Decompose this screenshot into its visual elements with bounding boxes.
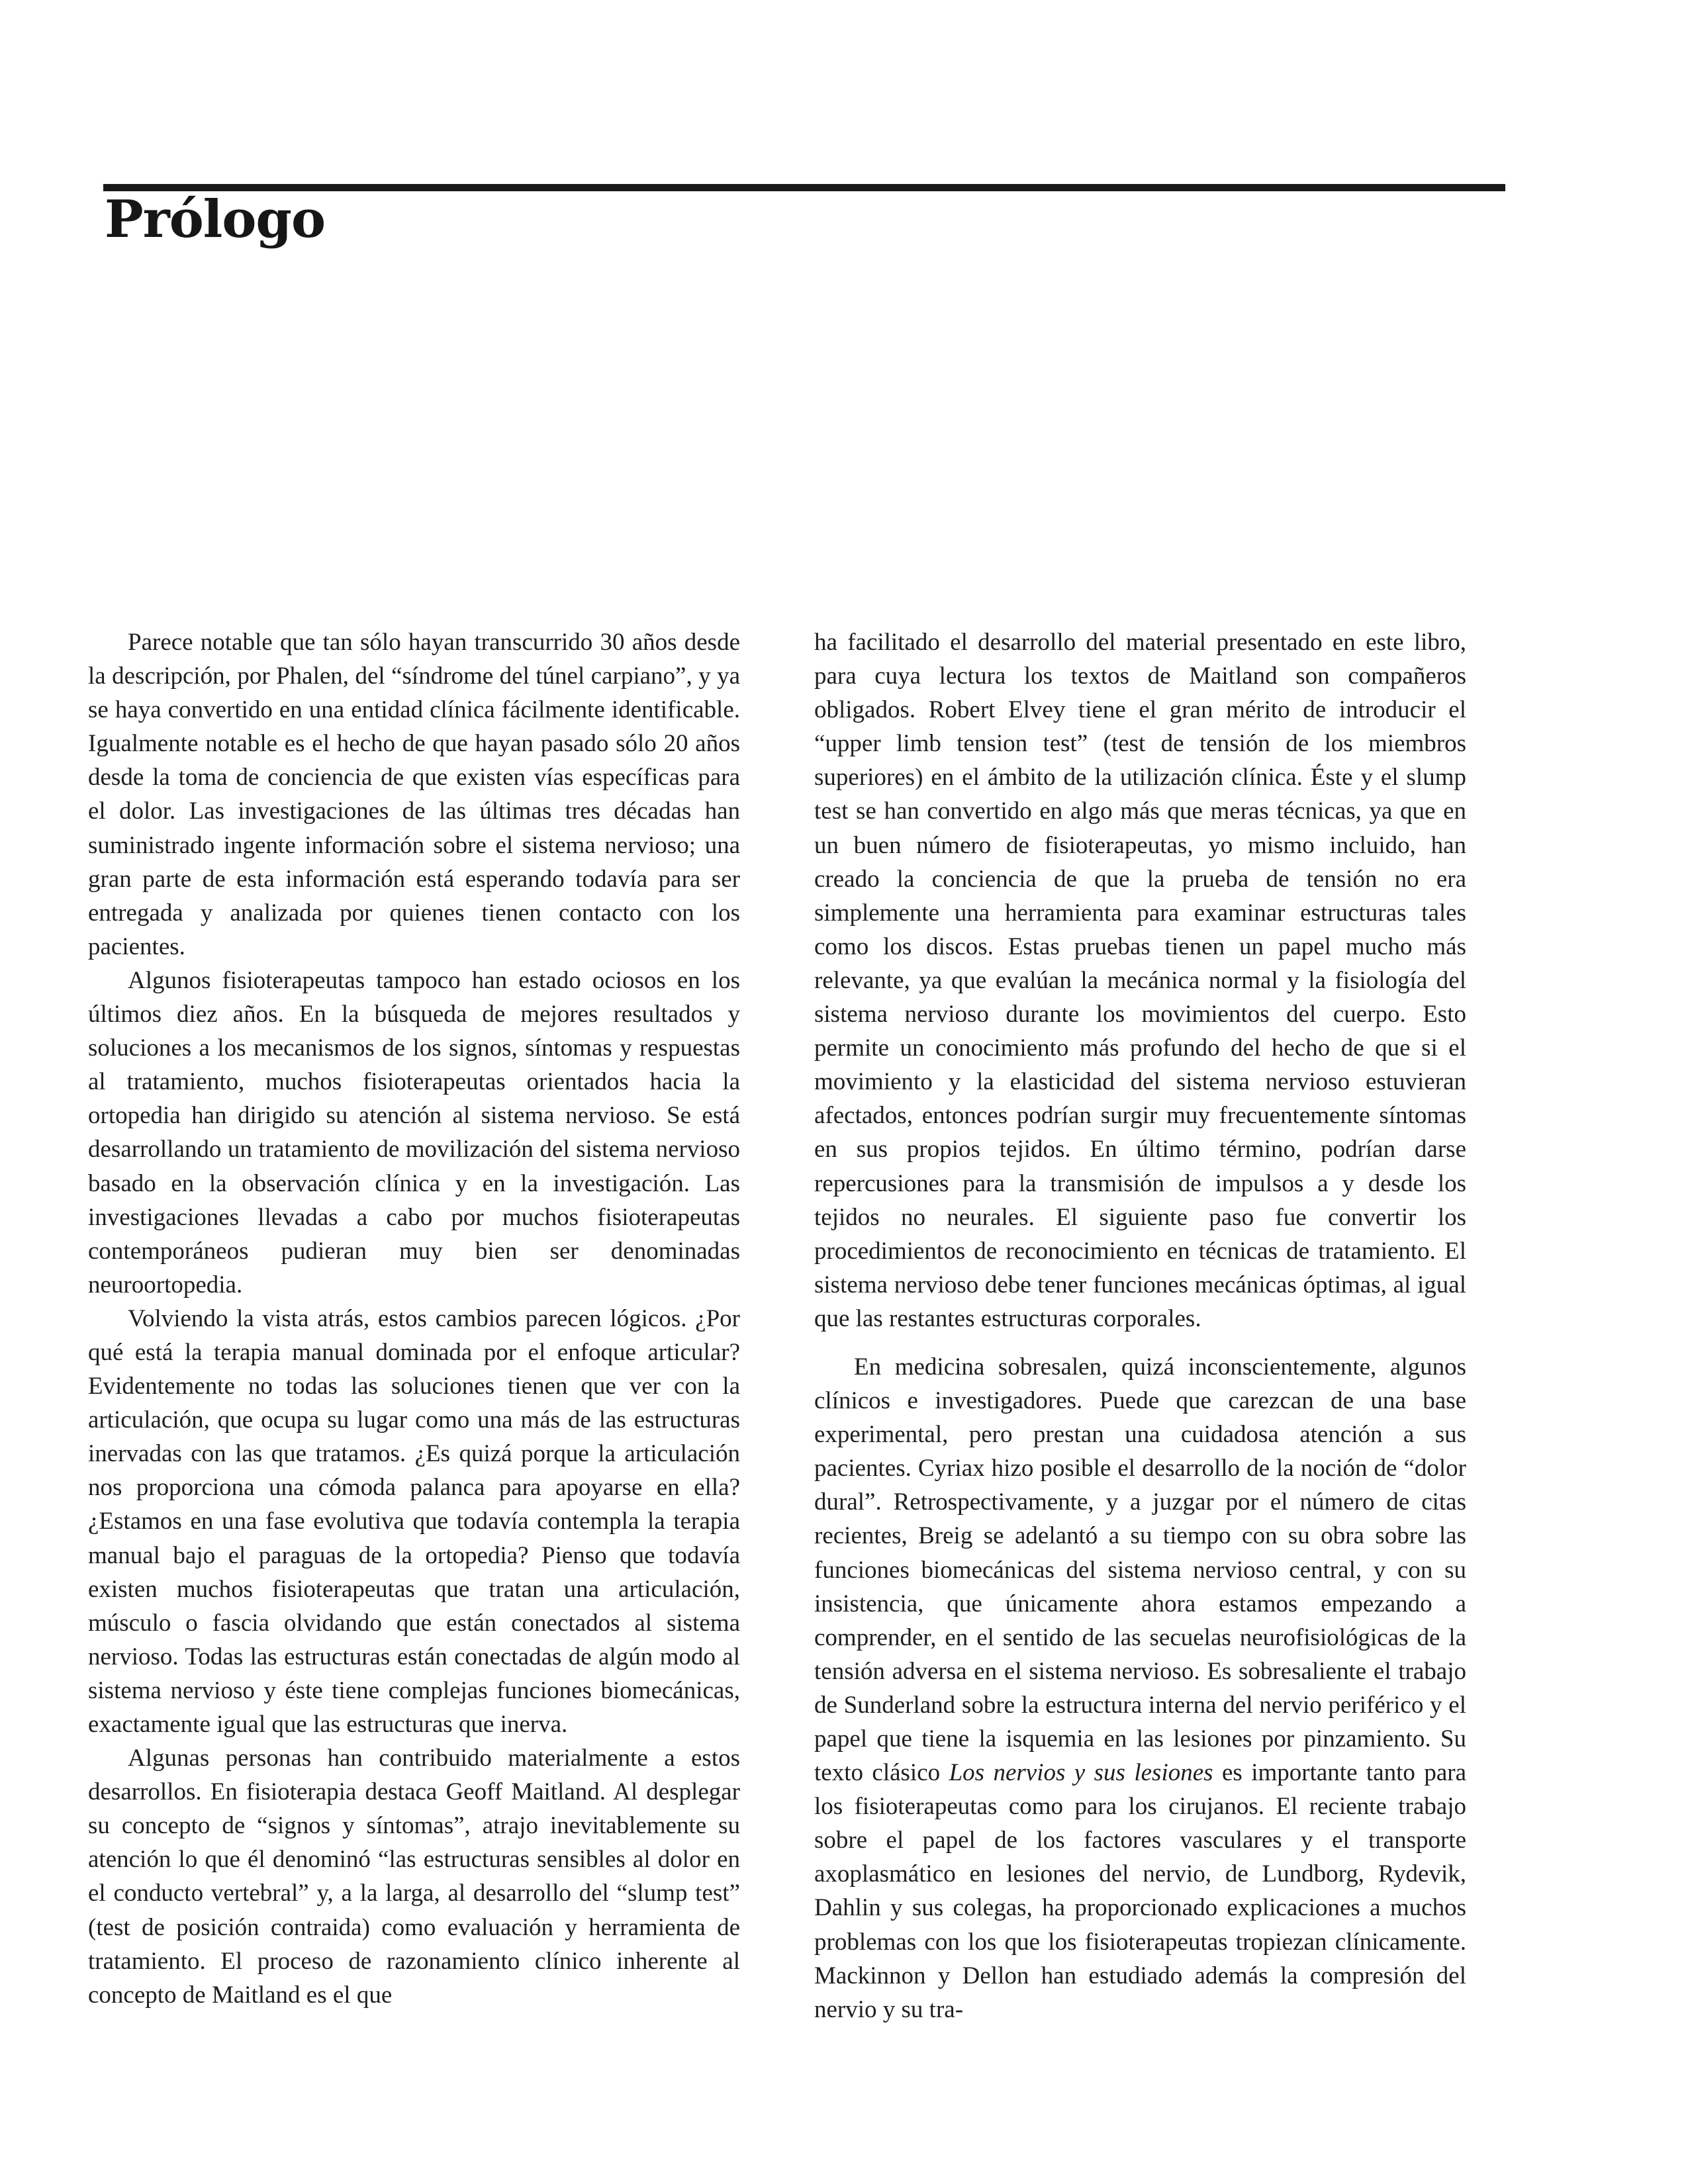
page-title: Prólogo: [105, 189, 325, 250]
paragraph: [814, 1350, 1466, 2026]
paragraph-text: es importante tanto para los fisioterapeutas como para los cirujanos. El reciente trabajo sobre el papel de los factores vasculares y el transporte axoplasmático en lesiones del nervio, de Lundborg, Rydevik, Dahlin y sus colegas, ha proporcionado explicaciones a muchos problemas con los que los fisioterapeutas tropiezan clínicamente. Mackinnon y Dellon han estudiado además la compresión del nervio y su tra-: [814, 1759, 1466, 2023]
paragraph: ha facilitado el desarrollo del material presentado en este libro, para cuya lectura los textos de Maitland son compañeros obligados. Robert Elvey tiene el gran mérito de introducir el “upper limb tension test” (test de tensión de los miembros superiores) en el ámbito de la utilización clínica. Éste y el slump test se han convertido en algo más que meras técnicas, ya que en un buen número de fisioterapeutas, yo mismo incluido, han creado la conciencia de que la prueba de tensión no era simplemente una herramienta para examinar estructuras tales como los discos. Estas pruebas tienen un papel mucho más relevante, ya que evalúan la mecánica normal y la fisiología del sistema nervioso durante los movimientos del cuerpo. Esto permite un conocimiento más profundo del hecho de que si el movimiento y la elasticidad del sistema nervioso estuvieran afectados, entonces podrían surgir muy frecuentemente síntomas en sus propios tejidos. En último término, podrían darse repercusiones para la transmisión de impulsos a y desde los tejidos no neurales. El siguiente paso fue convertir los procedimientos de reconocimiento en técnicas de tratamiento. El sistema nervioso debe tener funciones mecánicas óptimas, al igual que las restantes estructuras corporales.: [814, 629, 1466, 1332]
right-column: [814, 625, 1466, 2026]
paragraph: Volviendo la vista atrás, estos cambios parecen lógicos. ¿Por qué está la terapia manual dominada por el enfoque articular? Evidentemente no todas las soluciones tienen que ver con la articulación, que ocupa su lugar como una más de las estructuras inervadas con las que tratamos. ¿Es quizá porque la articulación nos proporciona una cómoda palanca para apoyarse en ella? ¿Estamos en una fase evolutiva que todavía contempla la terapia manual bajo el paraguas de la ortopedia? Pienso que todavía existen muchos fisioterapeutas que tratan una articulación, músculo o fascia olvidando que están conectados al sistema nervioso. Todas las estructuras están conectadas de algún modo al sistema nervioso y éste tiene complejas funciones biomecánicas, exactamente igual que las estructuras que inerva.: [88, 1304, 740, 1738]
paragraph-text: En medicina sobresalen, quizá inconscientemente, algunos clínicos e investigadores. Puede que carezcan de una base experimental, pero prestan una cuidadosa atención a sus pacientes. Cyriax hizo posible el desarrollo de la noción de “dolor dural”. Retrospectivamente, y a juzgar por el número de citas recientes, Breig se adelantó a su tiempo con su obra sobre las funciones biomecánicas del sistema nervioso central, y con su insistencia, que únicamente ahora estamos empezando a comprender, en el sentido de las secuelas neurofisiológicas de la tensión adversa en el sistema nervioso. Es sobresaliente el trabajo de Sunderland sobre la estructura interna del nervio periférico y el papel que tiene la isquemia en las lesiones por pinzamiento. Su texto clásico: [814, 1353, 1466, 1787]
left-column: [88, 625, 740, 2012]
paragraph: Parece notable que tan sólo hayan transcurrido 30 años desde la descripción, por Phalen, del “síndrome del túnel carpiano”, y ya se haya convertido en una entidad clínica fácilmente identificable. Igualmente notable es el hecho de que hayan pasado sólo 20 años desde la toma de conciencia de que existen vías específicas para el dolor. Las investigaciones de las últimas tres décadas han suministrado ingente información sobre el sistema nervioso; una gran parte de esta información está esperando todavía para ser entregada y analizada por quienes tienen contacto con los pacientes.: [88, 629, 740, 960]
paragraph: Algunas personas han contribuido materialmente a estos desarrollos. En fisioterapia destaca Geoff Maitland. Al desplegar su concepto de “signos y síntomas”, atrajo inevitablemente su atención lo que él denominó “las estructuras sensibles al dolor en el conducto vertebral” y, a la larga, al desarrollo del “slump test” (test de posición contraida) como evaluación y herramienta de tratamiento. El proceso de razonamiento clínico inherente al concepto de Maitland es el que: [88, 1745, 740, 2009]
paragraph: Algunos fisioterapeutas tampoco han estado ociosos en los últimos diez años. En la búsqueda de mejores resultados y soluciones a los mecanismos de los signos, síntomas y respuestas al tratamiento, muchos fisioterapeutas orientados hacia la ortopedia han dirigido su atención al sistema nervioso. Se está desarrollando un tratamiento de movilización del sistema nervioso basado en la observación clínica y en la investigación. Las investigaciones llevadas a cabo por muchos fisioterapeutas contemporáneos pudieran muy bien ser denominadas neuroortopedia.: [88, 966, 740, 1298]
book-title: Los nervios y sus lesiones: [949, 1759, 1213, 1787]
